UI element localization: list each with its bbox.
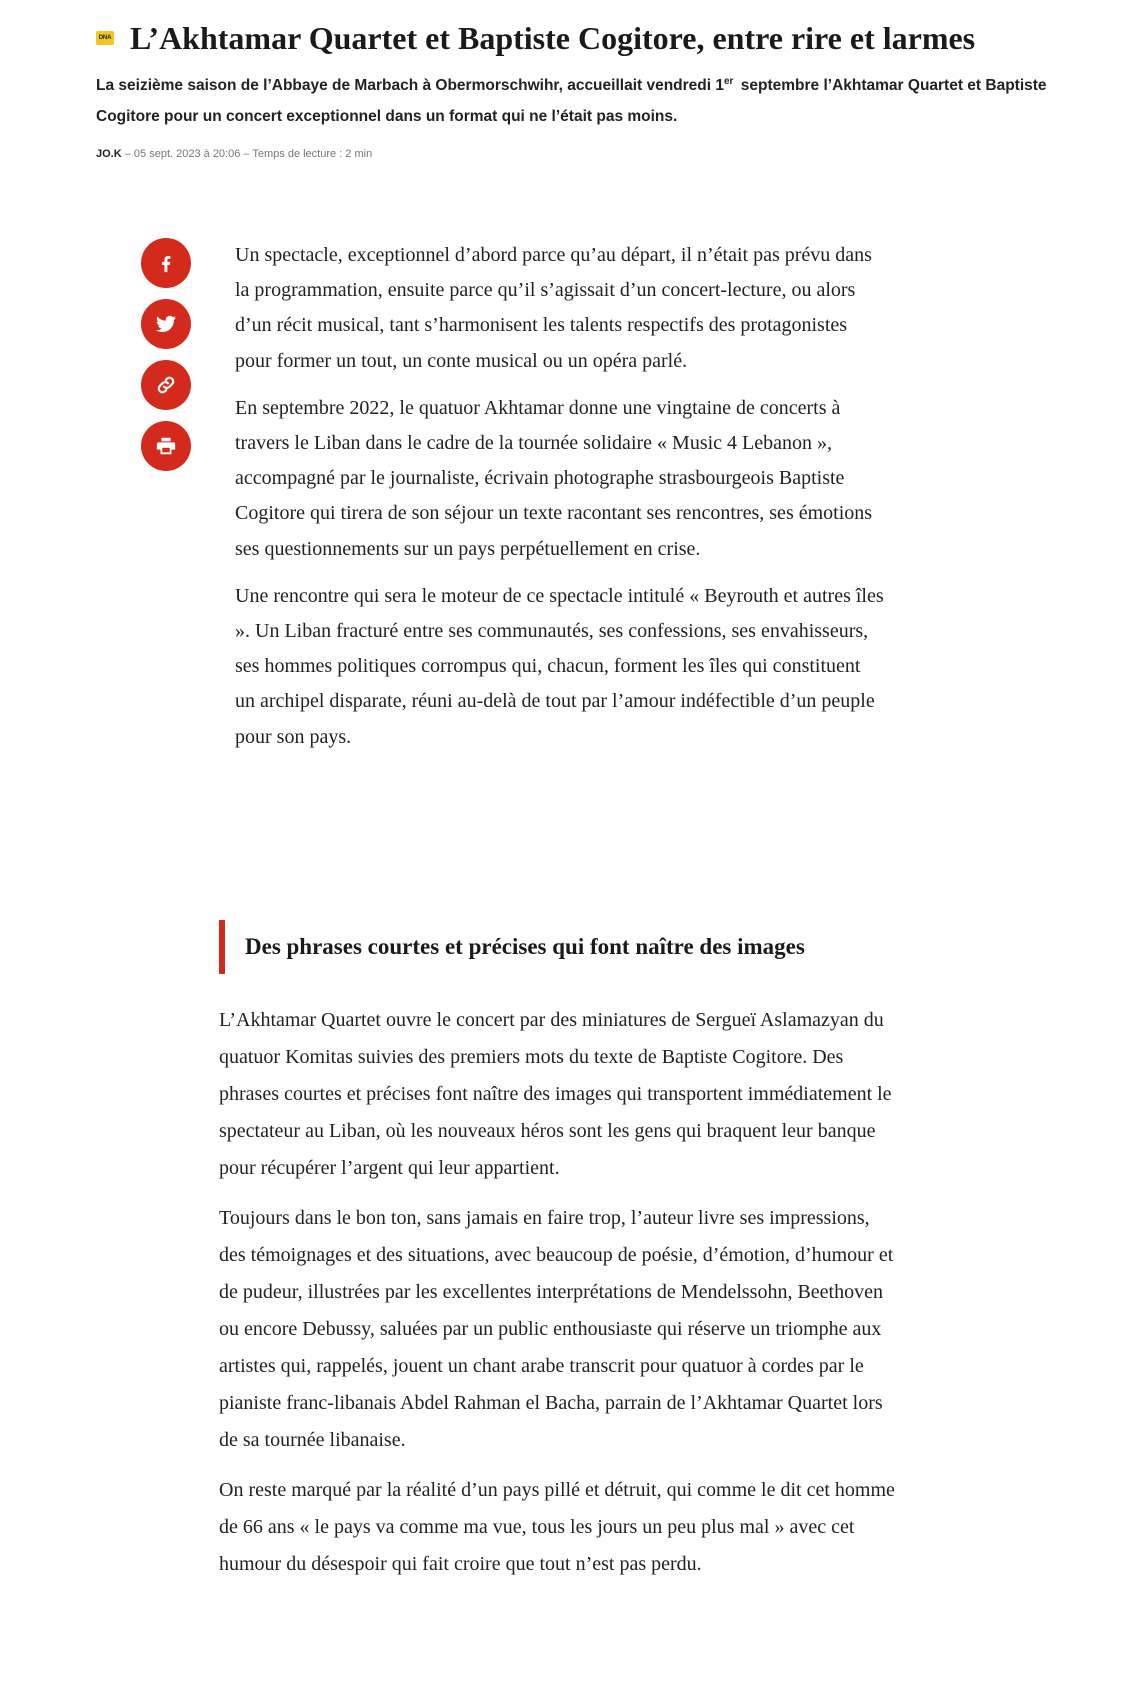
- paragraph: On reste marqué par la réalité d’un pays pillé et détruit, qui comme le dit cet homme de 66 ans « le pays va comme ma vue, tous les jours un peu plus mal » avec cet humour du désespoir qui fait croire que tout n’est pas perdu.: [219, 1479, 895, 1575]
- twitter-icon: [154, 312, 178, 336]
- paragraph: En septembre 2022, le quatuor Akhtamar donne une vingtaine de concerts à travers le Liban dans le cadre de la tournée solidaire « Music 4 Lebanon », accompagné par le journaliste, écrivain photographe strasbourgeois Baptiste Cogitore qui tirera de son séjour un texte racontant ses rencontres, ses émotions ses questionnements sur un pays perpétuellement en crise.: [235, 396, 873, 560]
- article-meta: [96, 146, 1056, 162]
- article-lede: [96, 70, 1056, 132]
- paragraph: Une rencontre qui sera le moteur de ce spectacle intitulé « Beyrouth et autres îles ». Un Liban fracturé entre ses communautés, ses confessions, ses envahisseurs, ses hommes politiques corrompus qui, chacun, forment les îles qui constituent un archipel disparate, réuni au-delà de tout par l’amour indéfectible d’un peuple pour son pays.: [235, 584, 884, 748]
- article-body-section-2: [219, 1002, 899, 1596]
- twitter-share-button[interactable]: [141, 299, 191, 349]
- print-icon: [155, 435, 177, 457]
- dna-logo[interactable]: DNA: [96, 31, 114, 45]
- article-body-section-1: [235, 238, 885, 767]
- article-header: [96, 16, 1056, 162]
- copy-link-button[interactable]: [141, 360, 191, 410]
- paragraph: Toujours dans le bon ton, sans jamais en faire trop, l’auteur livre ses impressions, des témoignages et des situations, avec beaucoup de poésie, d’émotion, d’humour et de pudeur, illustrées par les excellentes interprétations de Mendelssohn, Beethoven ou encore Debussy, saluées par un public enthousiaste qui réserve un triomphe aux artistes qui, rappelés, jouent un chant arabe transcrit pour quatuor à cordes par le pianiste franc-libanais Abdel Rahman el Bacha, parrain de l’Akhtamar Quartet lors de sa tournée libanaise.: [219, 1207, 894, 1451]
- lede-text-part2: septembre l’Akhtamar Quartet et Baptiste Cogitore pour un concert exceptionnel dans un format qui ne l’était pas moins.: [96, 77, 1047, 125]
- print-button[interactable]: [141, 421, 191, 471]
- subheading-text: Des phrases courtes et précises qui font naître des images: [245, 934, 805, 959]
- paragraph: L’Akhtamar Quartet ouvre le concert par des miniatures de Sergueï Aslamazyan du quatuor Komitas suivies des premiers mots du texte de Baptiste Cogitore. Des phrases courtes et précises font naître des images qui transportent immédiatement le spectateur au Liban, où les nouveaux héros sont les gens qui braquent leur banque pour récupérer l’argent qui leur appartient.: [219, 1009, 892, 1179]
- facebook-icon: [155, 252, 177, 274]
- facebook-share-button[interactable]: [141, 238, 191, 288]
- share-bar: [141, 238, 191, 482]
- lede-superscript: er: [724, 76, 734, 87]
- link-icon: [155, 374, 177, 396]
- section-subheading: [219, 920, 899, 974]
- publish-info: – 05 sept. 2023 à 20:06 – Temps de lecture : 2 min: [121, 148, 373, 160]
- article-title: L’Akhtamar Quartet et Baptiste Cogitore, entre rire et larmes: [130, 20, 976, 56]
- lede-text-part1: La seizième saison de l’Abbaye de Marbach à Obermorschwihr, accueillait vendredi 1: [96, 77, 724, 94]
- paragraph: Un spectacle, exceptionnel d’abord parce qu’au départ, il n’était pas prévu dans la programmation, ensuite parce qu’il s’agissait d’un concert-lecture, ou alors d’un récit musical, tant s’harmonisent les talents respectifs des protagonistes pour former un tout, un conte musical ou un opéra parlé.: [235, 244, 872, 372]
- title-row: [96, 16, 1056, 60]
- author-name[interactable]: JO.K: [96, 148, 122, 160]
